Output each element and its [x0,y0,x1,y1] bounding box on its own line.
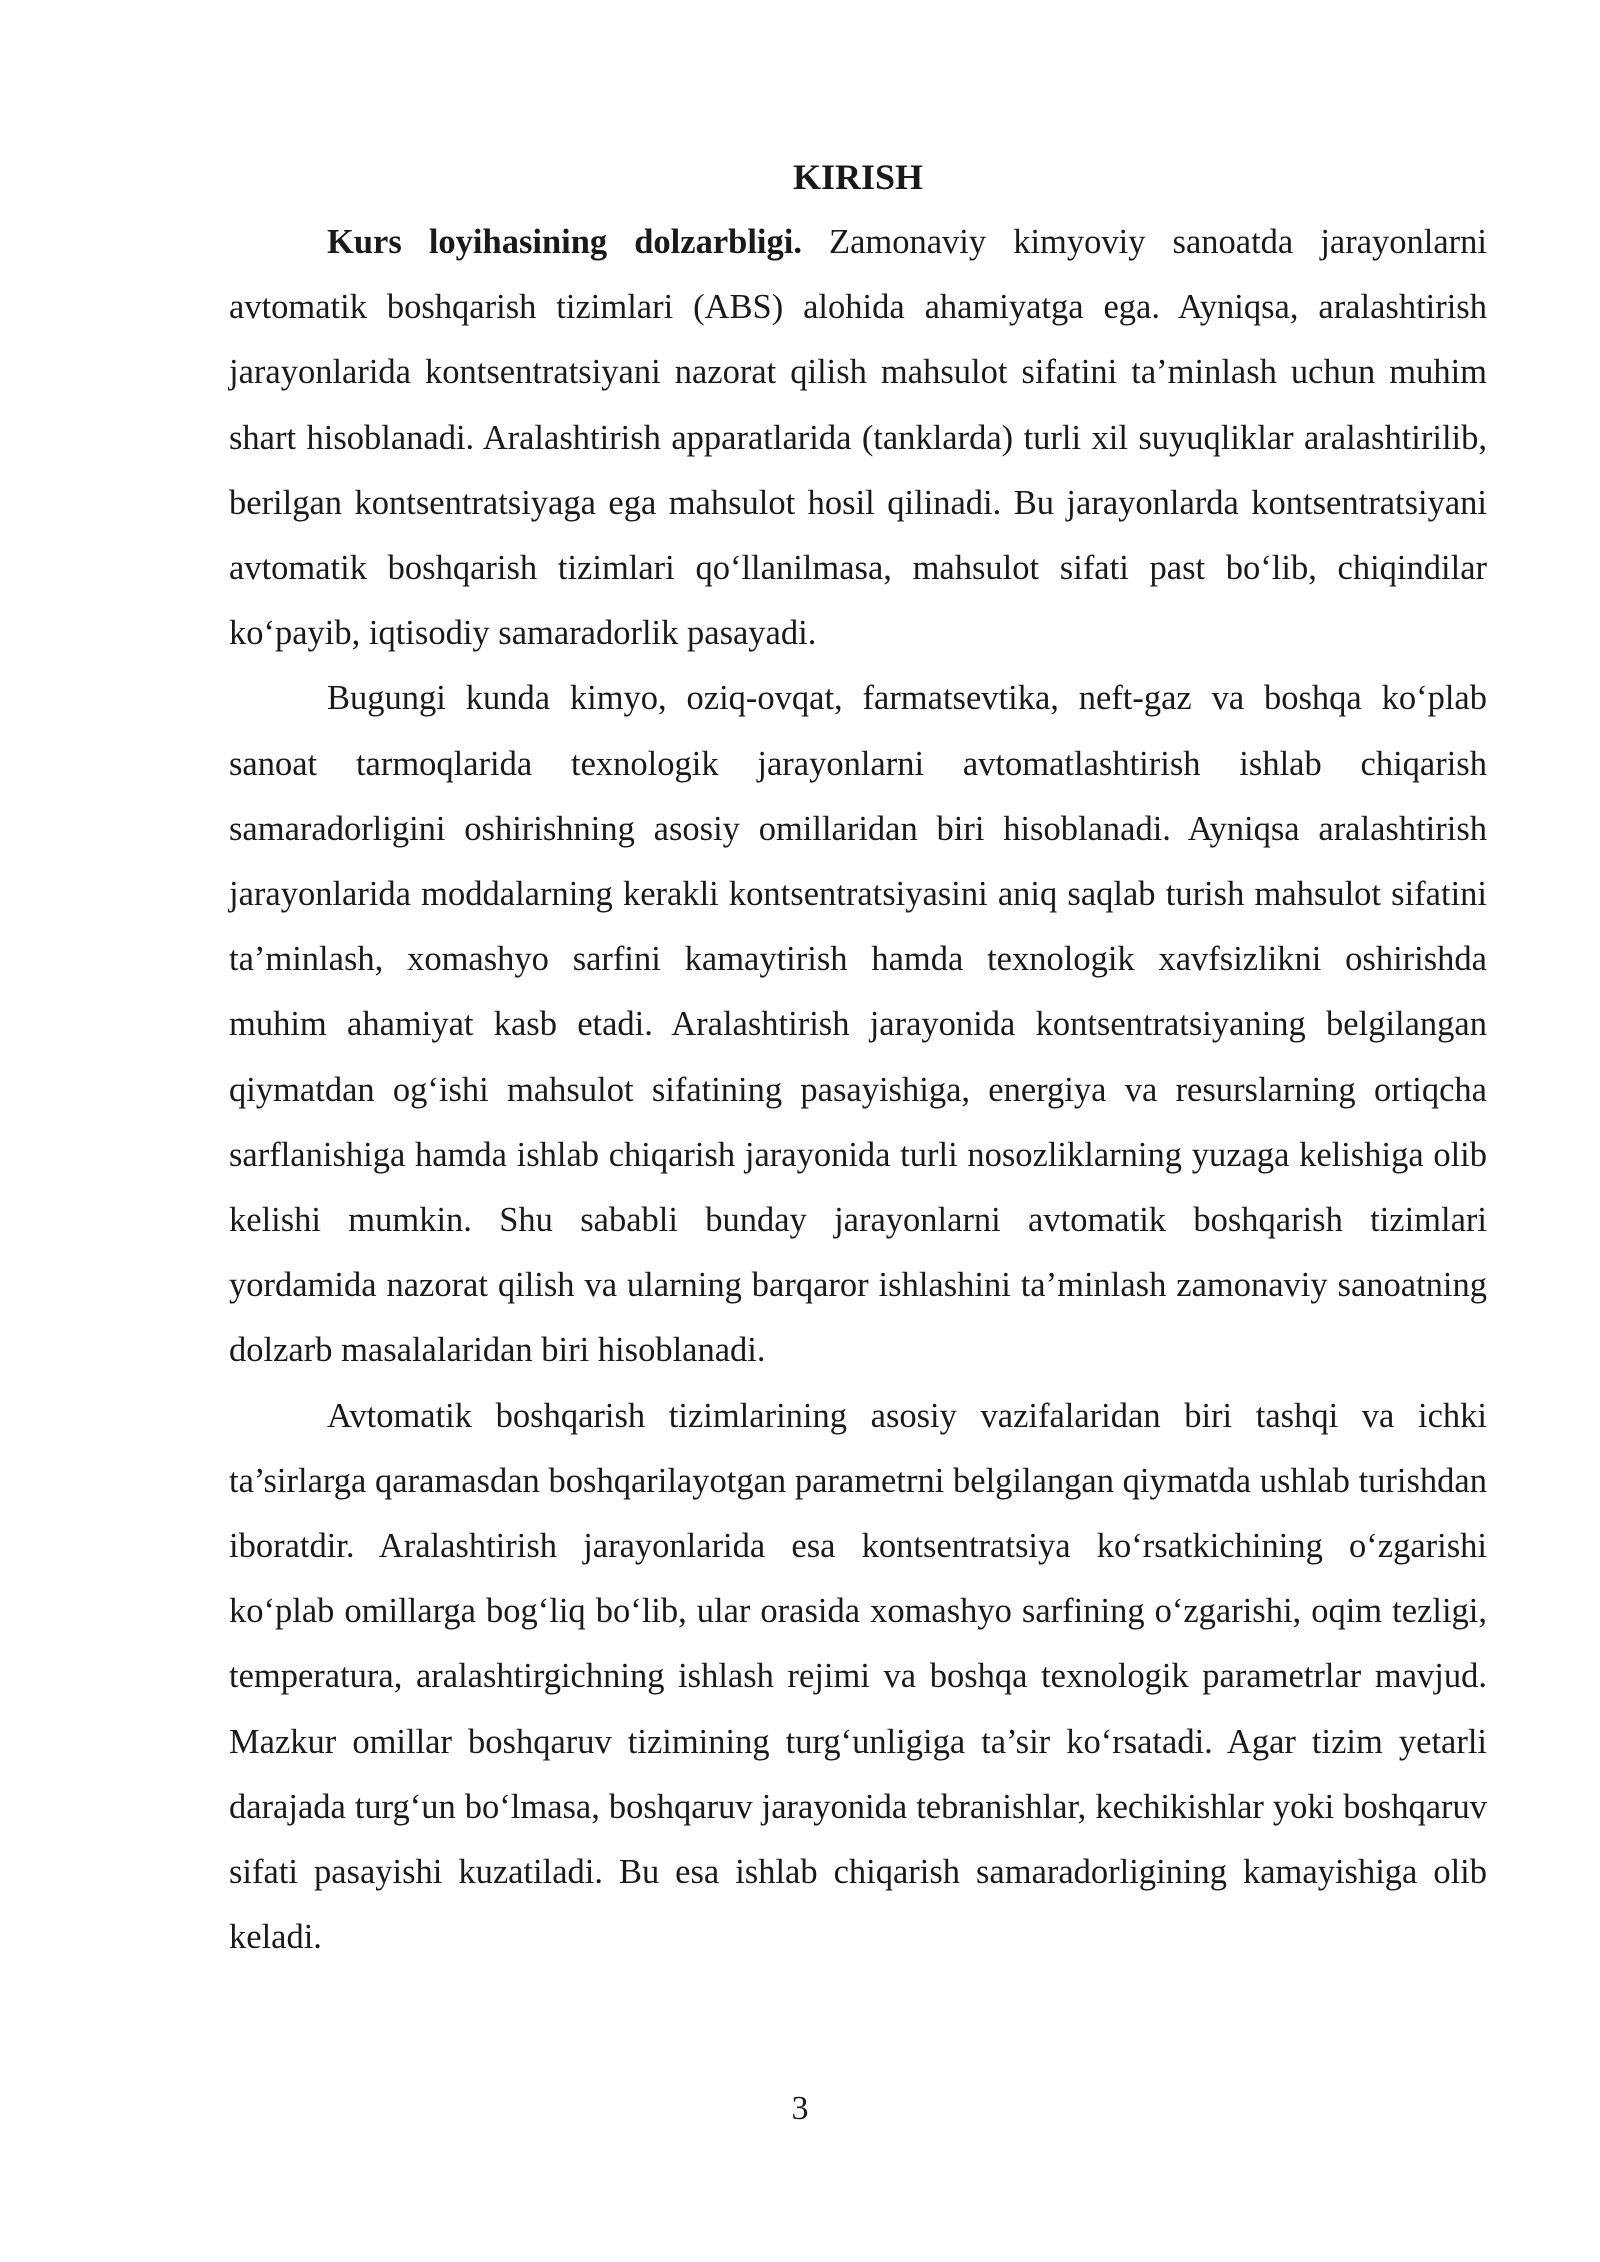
paragraph-relevance [229,210,1487,666]
paragraph-control-systems [229,1384,1487,1971]
paragraph-text: Avtomatik boshqarish tizimlarining asosiy vazifalaridan biri tashqi va ichki ta’sirlarga qaramasdan boshqarilayotgan parametrni belgilangan qiymatda ushlab turishdan iboratdir. Aralashtirish jarayonlarida esa kontsentratsiya ko‘rsatkichining o‘zgarishi ko‘plab omillarga bog‘liq bo‘lib, ular orasida xomashyo sarfining o‘zgarishi, oqim tezligi, temperatura, aralashtirgichning ishlash rejimi va boshqa texnologik parametrlar mavjud. Mazkur omillar boshqaruv tizimining turg‘unligiga ta’sir ko‘rsatadi. Agar tizim yetarli darajada turg‘un bo‘lmasa, boshqaruv jarayonida tebranishlar, kechikishlar yoki boshqaruv sifati pasayishi kuzatiladi. Bu esa ishlab chiqarish samaradorligining kamayishiga olib keladi. [229,1396,1487,1957]
paragraph-industry [229,666,1487,1383]
paragraph-lead: Kurs loyihasining dolzarbligi. [327,223,802,261]
section-heading: KIRISH [792,157,924,197]
page-content [229,145,1487,1970]
paragraph-text: Zamonaviy kimyoviy sanoatda jarayonlarni avtomatik boshqarish tizimlari (ABS) alohida ahamiyatga ega. Ayniqsa, aralashtirish jarayonlarida kontsentratsiyani nazorat qilish mahsulot sifatini ta’minlash uchun muhim shart hisoblanadi. Aralashtirish apparatlarida (tanklarda) turli xil suyuqliklar aralashtirilib, berilgan kontsentratsiyaga ega mahsulot hosil qilinadi. Bu jarayonlarda kontsentratsiyani avtomatik boshqarish tizimlari qo‘llanilmasa, mahsulot sifati past bo‘lib, chiqindilar ko‘payib, iqtisodiy samaradorlik pasayadi. [229,223,1487,653]
page-number: 3 [791,2090,809,2127]
paragraph-text: Bugungi kunda kimyo, oziq-ovqat, farmatsevtika, neft-gaz va boshqa ko‘plab sanoat tarmoqlarida texnologik jarayonlarni avtomatlashtirish ishlab chiqarish samaradorligini oshirishning asosiy omillaridan biri hisoblanadi. Ayniqsa aralashtirish jarayonlarida moddalarning kerakli kontsentratsiyasini aniq saqlab turish mahsulot sifatini ta’minlash, xomashyo sarfini kamaytirish hamda texnologik xavfsizlikni oshirishda muhim ahamiyat kasb etadi. Aralashtirish jarayonida kontsentratsiyaning belgilangan qiymatdan og‘ishi mahsulot sifatining pasayishiga, energiya va resurslarning ortiqcha sarflanishiga hamda ishlab chiqarish jarayonida turli nosozliklarning yuzaga kelishiga olib kelishi mumkin. Shu sababli bunday jarayonlarni avtomatik boshqarish tizimlari yordamida nazorat qilish va ularning barqaror ishlashini ta’minlash zamonaviy sanoatning dolzarb masalalaridan biri hisoblanadi. [229,679,1487,1370]
